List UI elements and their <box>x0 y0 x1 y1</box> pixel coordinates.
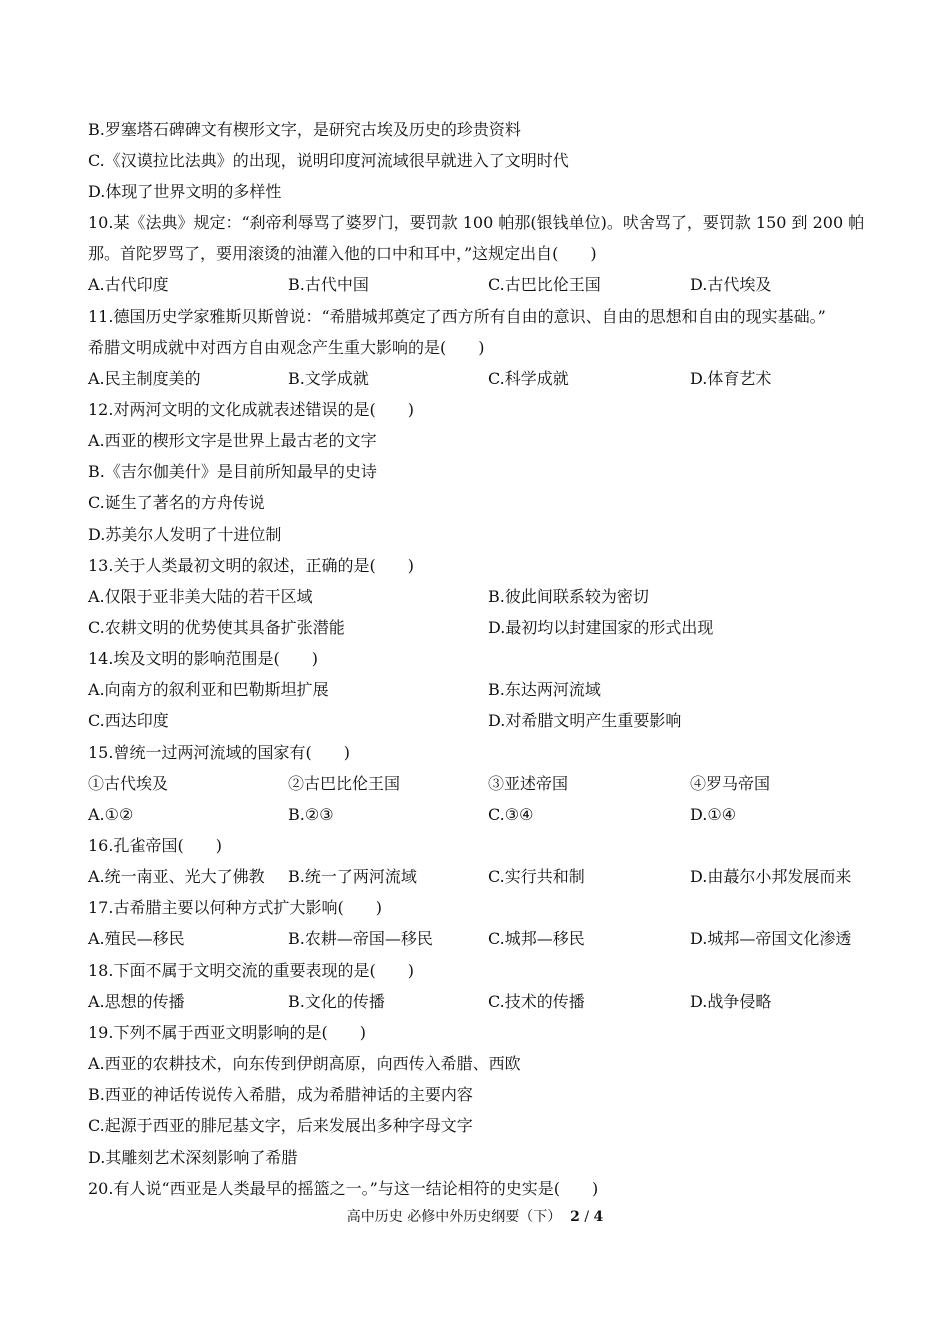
footer-subject: 高中历史 必修中外历史纲要（下） <box>346 1209 562 1225</box>
q19-option-b: B.西亚的神话传说传入希腊，成为希腊神话的主要内容 <box>88 1085 473 1104</box>
q9-option-c: C.《汉谟拉比法典》的出现，说明印度河流域很早就进入了文明时代 <box>88 151 569 170</box>
q16-stem: 16.孔雀帝国( ) <box>88 836 222 855</box>
page-number-total: 4 <box>593 1209 604 1225</box>
option-c: C.③④ <box>488 805 534 824</box>
option-b: B.统一了两河流域 <box>288 867 417 886</box>
q16-options <box>88 865 868 889</box>
q11-stem-line2: 希腊文明成就中对西方自由观念产生重大影响的是( ) <box>88 338 485 357</box>
option-b: B.②③ <box>288 805 334 824</box>
q19-option-a: A.西亚的农耕技术，向东传到伊朗高原，向西传入希腊、西欧 <box>88 1054 521 1073</box>
option-d: D.由蕞尔小邦发展而来 <box>690 867 852 886</box>
option-b: B.农耕—帝国—移民 <box>288 929 433 948</box>
q12-option-d: D.苏美尔人发明了十进位制 <box>88 525 282 544</box>
option-a: A.古代印度 <box>88 275 169 294</box>
q20-stem: 20.有人说“西亚是人类最早的摇篮之一。”与这一结论相符的史实是( ) <box>88 1179 599 1198</box>
option-d: D.体育艺术 <box>690 369 772 388</box>
q12-option-c: C.诞生了著名的方舟传说 <box>88 493 265 512</box>
q19-option-c: C.起源于西亚的腓尼基文字，后来发展出多种字母文字 <box>88 1116 473 1135</box>
option-a: A.统一南亚、光大了佛教 <box>88 867 265 886</box>
option-c: C.科学成就 <box>488 369 569 388</box>
q15-items <box>88 772 868 796</box>
q17-stem: 17.古希腊主要以何种方式扩大影响( ) <box>88 898 382 917</box>
option-c: C.城邦—移民 <box>488 929 585 948</box>
q12-option-b: B.《吉尔伽美什》是目前所知最早的史诗 <box>88 462 377 481</box>
item-3: ③亚述帝国 <box>488 774 569 793</box>
item-1: ①古代埃及 <box>88 774 169 793</box>
q19-stem: 19.下列不属于西亚文明影响的是( ) <box>88 1023 366 1042</box>
option-c: C.古巴比伦王国 <box>488 275 601 294</box>
q19-option-d: D.其雕刻艺术深刻影响了希腊 <box>88 1148 298 1167</box>
item-2: ②古巴比伦王国 <box>288 774 401 793</box>
q17-options <box>88 927 868 951</box>
q11-stem-line1: 11.德国历史学家雅斯贝斯曾说：“希腊城邦奠定了西方所有自由的意识、自由的思想和自由的现实基础。” <box>88 307 826 326</box>
option-c: C.西达印度 <box>88 711 169 730</box>
q18-stem: 18.下面不属于文明交流的重要表现的是( ) <box>88 961 414 980</box>
q10-options <box>88 273 868 297</box>
option-a: A.向南方的叙利亚和巴勒斯坦扩展 <box>88 680 329 699</box>
q14-stem: 14.埃及文明的影响范围是( ) <box>88 649 318 668</box>
option-a: A.仅限于亚非美大陆的若干区域 <box>88 587 313 606</box>
q15-options <box>88 803 868 827</box>
option-b: B.彼此间联系较为密切 <box>488 587 649 606</box>
item-4: ④罗马帝国 <box>690 774 771 793</box>
option-c: C.技术的传播 <box>488 992 585 1011</box>
page-footer <box>0 1207 950 1227</box>
q14-options-row2 <box>88 709 868 733</box>
q14-options-row1 <box>88 678 868 702</box>
option-a: A.民主制度美的 <box>88 369 201 388</box>
q13-options-row2 <box>88 616 868 640</box>
option-d: D.城邦—帝国文化渗透 <box>690 929 852 948</box>
option-d: D.战争侵略 <box>690 992 772 1011</box>
q9-option-d: D.体现了世界文明的多样性 <box>88 182 282 201</box>
q9-option-b: B.罗塞塔石碑碑文有楔形文字，是研究古埃及历史的珍贵资料 <box>88 120 521 139</box>
q10-stem-line2: 那。首陀罗骂了，要用滚烫的油灌入他的口中和耳中，”这规定出自( ) <box>88 244 597 263</box>
option-b: B.文化的传播 <box>288 992 385 1011</box>
option-a: A.殖民—移民 <box>88 929 185 948</box>
q15-stem: 15.曾统一过两河流域的国家有( ) <box>88 743 350 762</box>
q11-options <box>88 367 868 391</box>
option-d: D.对希腊文明产生重要影响 <box>488 711 682 730</box>
option-b: B.东达两河流域 <box>488 680 601 699</box>
q12-stem: 12.对两河文明的文化成就表述错误的是( ) <box>88 400 414 419</box>
page-number-current: 2 <box>570 1209 580 1225</box>
q12-option-a: A.西亚的楔形文字是世界上最古老的文字 <box>88 431 377 450</box>
option-a: A.①② <box>88 805 134 824</box>
option-c: C.农耕文明的优势使其具备扩张潜能 <box>88 618 345 637</box>
q13-stem: 13.关于人类最初文明的叙述，正确的是( ) <box>88 556 414 575</box>
option-a: A.思想的传播 <box>88 992 185 1011</box>
option-b: B.古代中国 <box>288 275 369 294</box>
q18-options <box>88 990 868 1014</box>
option-d: D.古代埃及 <box>690 275 772 294</box>
page-number-separator: / <box>584 1209 590 1225</box>
option-d: D.①④ <box>690 805 737 824</box>
q10-stem-line1: 10.某《法典》规定：“刹帝利辱骂了婆罗门，要罚款 100 帕那(银钱单位)。吠舍骂了，要罚款 150 到 200 帕 <box>88 213 865 232</box>
q13-options-row1 <box>88 585 868 609</box>
option-b: B.文学成就 <box>288 369 369 388</box>
option-d: D.最初均以封建国家的形式出现 <box>488 618 714 637</box>
option-c: C.实行共和制 <box>488 867 585 886</box>
